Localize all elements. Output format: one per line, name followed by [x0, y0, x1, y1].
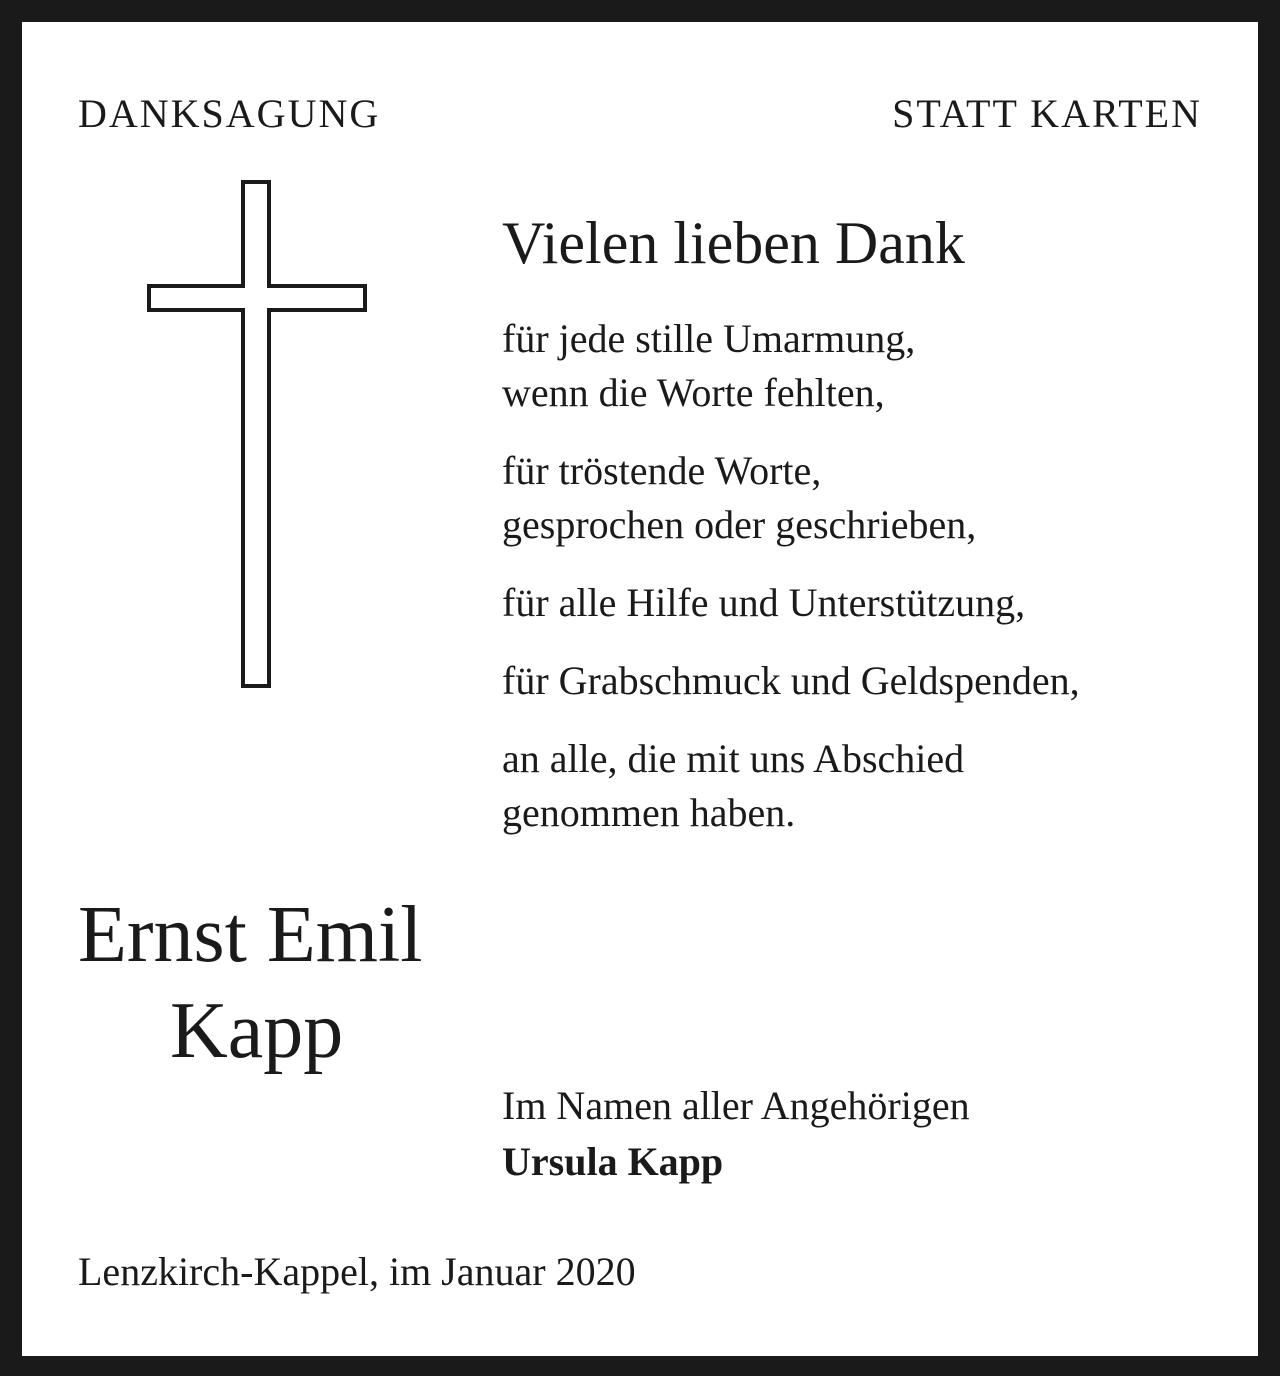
thanks-verse: [502, 312, 1242, 864]
verse-line: genommen haben.: [502, 790, 796, 835]
verse-line: für tröstende Worte,: [502, 448, 822, 493]
deceased-first-names: Ernst Emil: [78, 891, 423, 979]
thanks-title: Vielen lieben Dank: [502, 210, 965, 276]
signoff: [502, 1078, 970, 1190]
stanza: [502, 654, 1242, 708]
deceased-name: [78, 887, 422, 1079]
verse-line: gesprochen oder geschrieben,: [502, 502, 977, 547]
deceased-surname: Kapp: [170, 987, 344, 1075]
cross-icon: [147, 180, 367, 690]
header-danksagung: DANKSAGUNG: [78, 91, 381, 136]
signoff-line: Im Namen aller Angehörigen: [502, 1083, 970, 1128]
verse-line: an alle, die mit uns Abschied: [502, 736, 965, 781]
signoff-name: Ursula Kapp: [502, 1139, 724, 1184]
stanza: [502, 312, 1242, 420]
verse-line: für jede stille Umarmung,: [502, 316, 916, 361]
stanza: [502, 444, 1242, 552]
verse-line: wenn die Worte fehlten,: [502, 370, 885, 415]
verse-line: für Grabschmuck und Geldspenden,: [502, 658, 1080, 703]
obituary-card: [22, 22, 1258, 1356]
verse-line: für alle Hilfe und Unterstützung,: [502, 580, 1026, 625]
header-statt-karten: STATT KARTEN: [892, 91, 1202, 136]
stanza: [502, 576, 1242, 630]
place-date: Lenzkirch-Kappel, im Januar 2020: [78, 1249, 636, 1294]
stanza: [502, 732, 1242, 840]
